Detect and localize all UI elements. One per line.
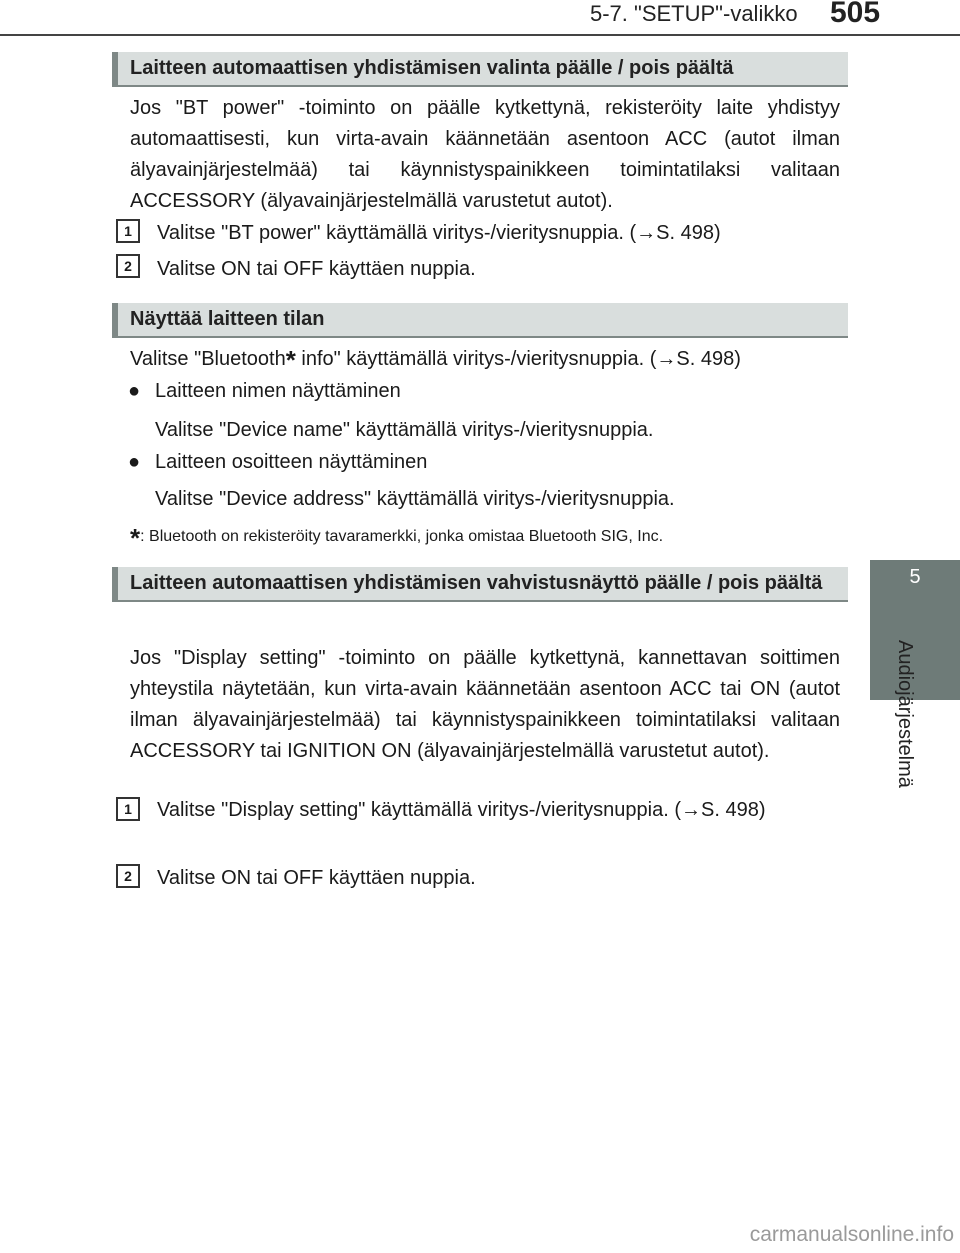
step-number-badge: 1	[116, 219, 140, 243]
bullet-icon: ●	[128, 451, 141, 473]
bullet-icon: ●	[128, 380, 141, 402]
page-number: 505	[830, 0, 881, 29]
header-section-title: 5-7. "SETUP"-valikko	[590, 1, 798, 26]
bullet-text: Valitse "Device address" käyttämällä viritys-/vieritysnuppia.	[155, 488, 675, 510]
chapter-title: Audiojärjestelmä	[894, 640, 916, 788]
watermark: carmanualsonline.info	[749, 1223, 954, 1246]
footnote-text: : Bluetooth on rekisteröity tavaramerkki, jonka omistaa Bluetooth SIG, Inc.	[140, 528, 664, 545]
bullet-text: Valitse "Device name" käyttämällä viritys-/vieritysnuppia.	[155, 419, 654, 441]
intro-text-end: info" käyttämällä viritys-/vieritysnuppia. (→S. 498)	[295, 348, 741, 370]
step-number-badge: 1	[116, 797, 140, 821]
section-intro	[130, 344, 840, 375]
step-text: Valitse "Display setting" käyttämällä viritys-/vieritysnuppia. (→S. 498)	[157, 799, 766, 821]
bullet-title: Laitteen osoitteen näyttäminen	[155, 451, 428, 473]
section-heading-confirmation-display: Laitteen automaattisen yhdistämisen vahvistusnäyttö päälle / pois päältä	[112, 567, 848, 602]
bullet-title: Laitteen nimen näyttäminen	[155, 380, 401, 402]
step-number-badge: 2	[116, 254, 140, 278]
step-text: Valitse ON tai OFF käyttäen nuppia.	[157, 867, 476, 889]
intro-text-start: Valitse "Bluetooth	[130, 348, 286, 370]
section-heading-auto-connect: Laitteen automaattisen yhdistämisen valinta päälle / pois päältä	[112, 52, 848, 87]
header-divider	[0, 34, 960, 36]
footnote-star: *	[130, 523, 141, 553]
section-paragraph: Jos "Display setting" -toiminto on päälle kytkettynä, kannettavan soittimen yhteystila näytetään, kun virta-avain käännetään asentoon ACC tai ON (autot ilman älyavainjärjestelmää) tai käynnistyspainikkeen toimintatilaksi valitaan ACCESSORY tai IGNITION ON (älyavainjärjestelmällä varustetut autot).	[130, 647, 840, 762]
section-heading-device-status: Näyttää laitteen tilan	[112, 303, 848, 338]
footnote-star: *	[285, 345, 296, 375]
step-number-badge: 2	[116, 864, 140, 888]
step-text: Valitse ON tai OFF käyttäen nuppia.	[157, 258, 476, 280]
step-text: Valitse "BT power" käyttämällä viritys-/vieritysnuppia. (→S. 498)	[157, 222, 721, 244]
chapter-number: 5	[909, 566, 921, 588]
footnote	[130, 523, 664, 553]
section-paragraph: Jos "BT power" -toiminto on päälle kytkettynä, rekisteröity laite yhdistyy automaattisesti, kun virta-avain käännetään asentoon ACC (autot ilman älyavainjärjestelmää) tai käynnistyspainikkeen toimintatilaksi valitaan ACCESSORY (älyavainjärjestelmällä varustetut autot).	[130, 97, 840, 212]
